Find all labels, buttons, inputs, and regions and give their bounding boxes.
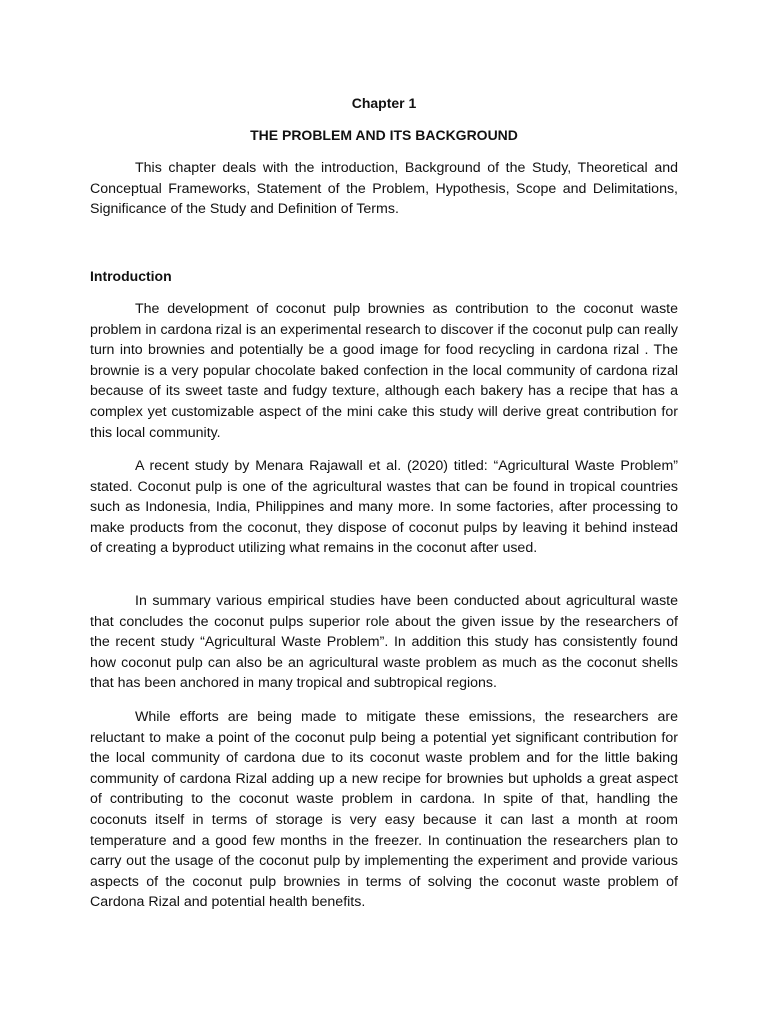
body-paragraph: While efforts are being made to mitigate these emissions, the researchers are reluctant to make a point of the coconut pulp being a potential yet significant contribution for the local community of cardona due to its coconut waste problem and for the little baking community of cardona Rizal adding up a new recipe for brownies but upholds a great aspect of contributing to the coconut waste problem in cardona. In spite of that, handling the coconuts itself in terms of storage is very easy because it can last a month at room temperature and a good few months in the freezer. In continuation the researchers plan to carry out the usage of the coconut pulp by implementing the experiment and provide various aspects of the coconut pulp brownies in terms of solving the coconut waste problem of Cardona Rizal and potential health benefits. [90,709,678,911]
section-heading-introduction: Introduction [90,268,172,284]
body-paragraph: A recent study by Menara Rajawall et al. (2020) titled: “Agricultural Waste Problem” stated. Coconut pulp is one of the agricultural wastes that can be found in tropical countries such as Indonesia, India, Philippines and many more. In some factories, after processing to make products from the coconut, they dispose of coconut pulps by leaving it behind instead of creating a byproduct utilizing what remains in the coconut after used. [90,458,678,557]
intro-paragraph: This chapter deals with the introduction, Background of the Study, Theoretical and Conceptual Frameworks, Statement of the Problem, Hypothesis, Scope and Delimitations, Significance of the Study and Definition of Terms. [90,160,678,218]
chapter-label: Chapter 1 [351,95,417,111]
body-paragraph: In summary various empirical studies have been conducted about agricultural waste that concludes the coconut pulps superior role about the given issue by the researchers of the recent study “Agricultural Waste Problem”. In addition this study has consistently found how coconut pulp can also be an agricultural waste problem as much as the coconut shells that has been anchored in many tropical and subtropical regions. [90,593,678,692]
chapter-title: THE PROBLEM AND ITS BACKGROUND [250,127,518,143]
body-paragraph: The development of coconut pulp brownies as contribution to the coconut waste problem in cardona rizal is an experimental research to discover if the coconut pulp can really turn into brownies and potentially be a good image for food recycling in cardona rizal . The brownie is a very popular chocolate baked confection in the local community of cardona rizal because of its sweet taste and fudgy texture, although each bakery has a recipe that has a complex yet customizable aspect of the mini cake this study will derive great contribution for this local community. [90,301,678,441]
